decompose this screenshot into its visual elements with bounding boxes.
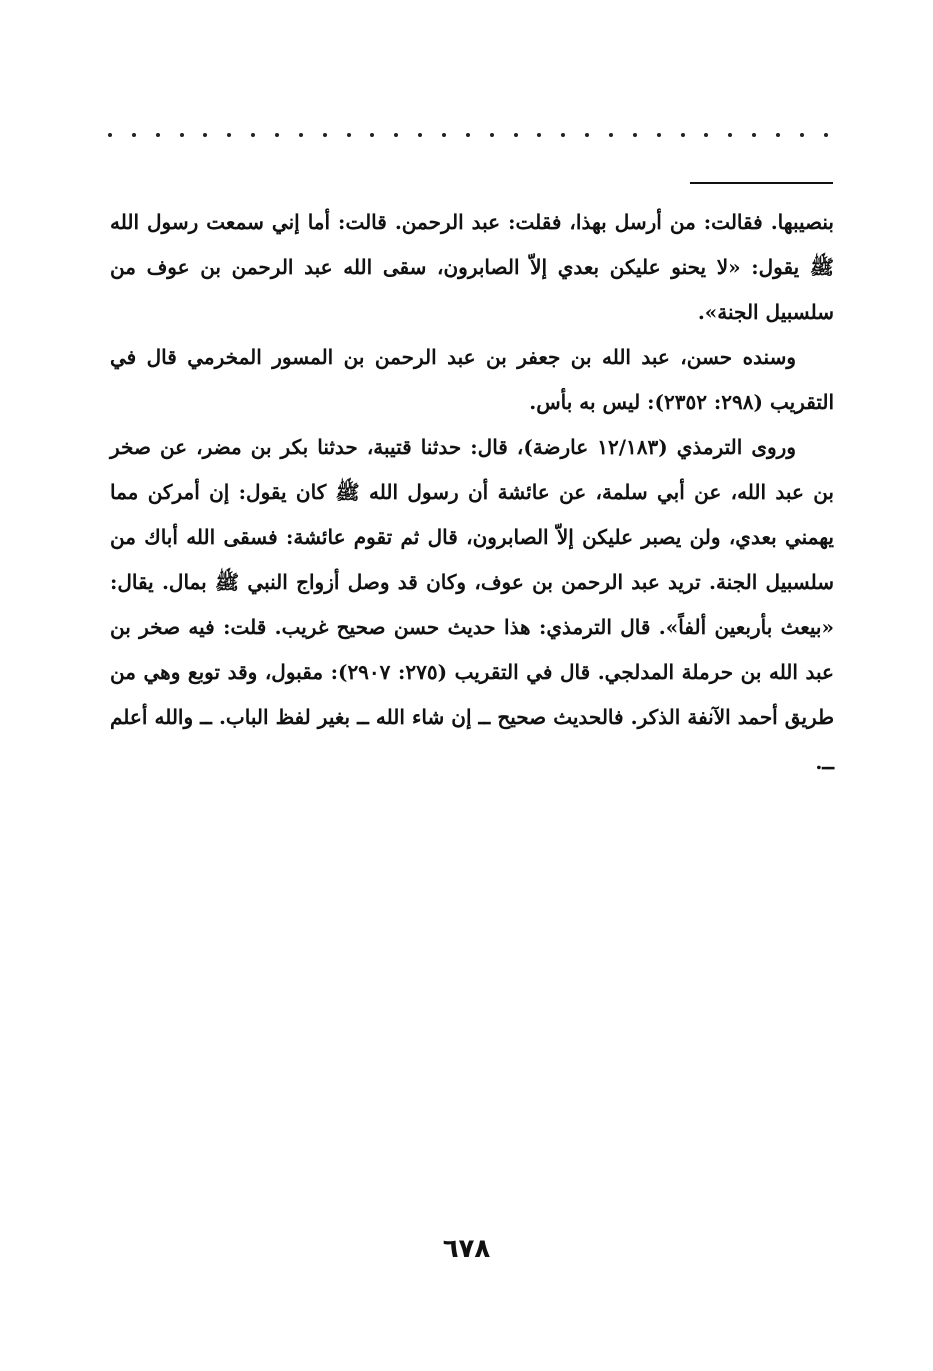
separator-dot — [704, 133, 708, 137]
footnote-rule — [690, 182, 833, 184]
separator-dot — [728, 133, 732, 137]
separator-dot — [776, 133, 780, 137]
paragraph-1: بنصيبها. فقالت: من أرسل بهذا، فقلت: عبد الرحمن. قالت: أما إني سمعت رسول الله ﷺ يقول: «لا يحنو عليكن بعدي إلاّ الصابرون، سقى الله عبد الرحمن بن عوف من سلسبيل الجنة». — [110, 210, 834, 324]
separator-dot — [370, 133, 374, 137]
page-number: ٦٧٨ — [442, 1234, 491, 1264]
separator-dot — [681, 133, 685, 137]
paragraph-2: وسنده حسن، عبد الله بن جعفر بن عبد الرحمن بن المسور المخرمي قال في التقريب (٢٩٨: ٢٣٥٢): ليس به بأس. — [110, 345, 834, 414]
separator-dot — [203, 133, 207, 137]
separator-dot — [180, 133, 184, 137]
separator-dot — [537, 133, 541, 137]
separator-dot — [227, 133, 231, 137]
separator-dot — [490, 133, 494, 137]
separator-dot — [156, 133, 160, 137]
separator-dot — [800, 133, 804, 137]
separator-dot — [132, 133, 136, 137]
separator-dot — [251, 133, 255, 137]
separator-dot — [633, 133, 637, 137]
separator-dot — [609, 133, 613, 137]
separator-dot — [323, 133, 327, 137]
footnote-body — [110, 200, 834, 785]
separator-dot — [752, 133, 756, 137]
separator-dot — [561, 133, 565, 137]
separator-dot — [824, 133, 828, 137]
separator-dot — [514, 133, 518, 137]
separator-dot — [442, 133, 446, 137]
separator-dot — [299, 133, 303, 137]
separator-dot — [394, 133, 398, 137]
separator-dot — [657, 133, 661, 137]
separator-dot — [418, 133, 422, 137]
paragraph-3: وروى الترمذي (١٢/١٨٣ عارضة)، قال: حدثنا قتيبة، حدثنا بكر بن مضر، عن صخر بن عبد الله، عن أبي سلمة، عن عائشة أن رسول الله ﷺ كان يقول: إن أمركن مما يهمني بعدي، ولن يصبر عليكن إلاّ الصابرون، قال ثم تقوم عائشة: فسقى الله أباك من سلسبيل الجنة. تريد عبد الرحمن بن عوف، وكان قد وصل أزواج النبي ﷺ بمال. يقال: «بيعث بأربعين ألفاً». قال الترمذي: هذا حديث حسن صحيح غريب. قلت: فيه صخر بن عبد الله بن حرملة المدلجي. قال في التقريب (٢٧٥: ٢٩٠٧): مقبول، وقد توبع وهي من طريق أحمد الآنفة الذكر. فالحديث صحيح ــ إن شاء الله ــ بغير لفظ الباب. ــ والله أعلم ــ. — [110, 435, 835, 774]
separator-dot — [347, 133, 351, 137]
separator-dot — [585, 133, 589, 137]
separator-dot — [108, 133, 112, 137]
dotted-separator — [108, 126, 828, 144]
separator-dot — [275, 133, 279, 137]
separator-dot — [466, 133, 470, 137]
